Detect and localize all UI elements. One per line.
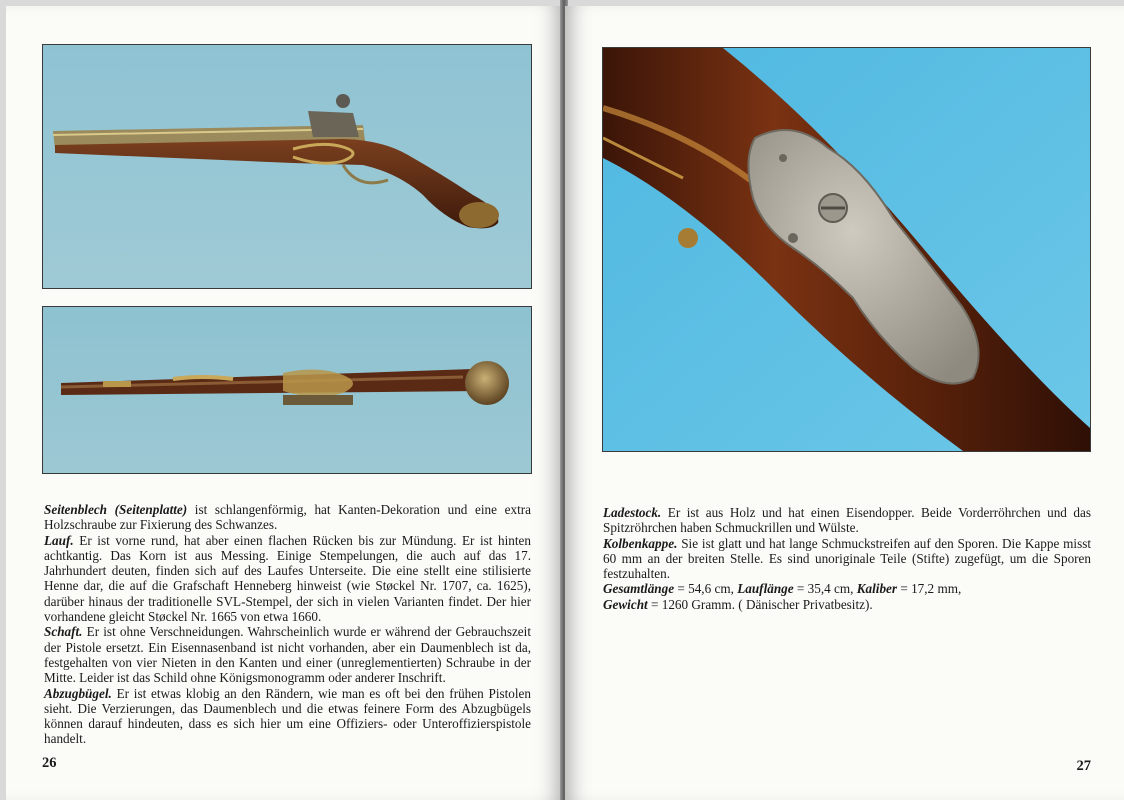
spec-gesamtlaenge-value: = 54,6 cm, xyxy=(674,581,738,597)
right-page-text xyxy=(603,505,1091,612)
text-kolbenkappe: Sie ist glatt und hat lange Schmuckstreifen auf den Sporen. Die Kappe misst 60 mm an der breiten Stelle. Es sind unoriginale Teile (Stifte) zugefügt, um die Sporen festzuhalten. xyxy=(603,535,1091,582)
text-schaft: Er ist ohne Verschneidungen. Wahrscheinlich wurde er während der Gebrauchszeit der Pistole ersetzt. Ein Eisennasenband ist nicht vorhanden, aber ein Daumenblech ist da, festgehalten von vier Nieten in den Kanten und einer (unreglementierten) Schraube in der Mitte. Leider ist das Schild ohne Königsmonogramm oder anderer Inschrift. xyxy=(44,624,531,686)
term-lauf: Lauf. xyxy=(44,532,74,548)
spec-gesamtlaenge-label: Gesamtlänge xyxy=(603,581,675,597)
term-seitenblech: Seitenblech (Seitenplatte) xyxy=(44,502,188,517)
right-page xyxy=(565,6,1124,800)
term-abzugbuegel: Abzugbügel. xyxy=(44,685,112,701)
flintlock-pistol-top-icon xyxy=(43,307,531,473)
page-number-right: 27 xyxy=(1076,758,1091,774)
left-page xyxy=(6,6,562,800)
paragraph-ladestock xyxy=(603,505,1091,536)
stock-iron-plate-icon xyxy=(603,48,1090,451)
paragraph-specs xyxy=(603,581,1091,596)
text-lauf: Er ist vorne rund, hat aber einen flachen Rücken bis zur Mündung. Er ist hinten achtkantig. Das Korn ist aus Messing. Einige Stempelungen, die auch auf das 17. Jahrhundert deuten, finden sich auf des Laufes Unterseite. Die eine stellt eine stilisierte Henne dar, die auf die Grafschaft Henneberg hinweist (wie Støckel Nr. 1707, ca. 1625), darüber hinaus der traditionelle SVL-Stempel, der sich in vielen Varianten findet. Der hier vorhandene gleicht Støckel Nr. 1665 von etwa 1660. xyxy=(44,532,531,625)
stock-closeup-photo xyxy=(602,47,1091,452)
spec-lauflaenge-value: = 35,4 cm, xyxy=(793,581,857,597)
page-number-left: 26 xyxy=(42,755,57,771)
pistol-side-photo xyxy=(42,44,532,289)
paragraph-gewicht xyxy=(603,597,1091,612)
text-ladestock: Er ist aus Holz und hat einen Eisendopper. Beide Vorderröhrchen und das Spitzröhrchen haben Schmuckrillen und Wülste. xyxy=(603,505,1091,536)
spec-lauflaenge-label: Lauflänge xyxy=(737,581,794,597)
spec-gewicht-value: = 1260 Gramm. ( Dänischer Privatbesitz). xyxy=(647,596,873,612)
spec-kaliber-value: = 17,2 mm, xyxy=(897,581,962,597)
text-seitenblech: ist schlangenförmig, hat Kanten-Dekoration und eine extra Holzschraube zur Fixierung des Schwanzes. xyxy=(44,502,531,533)
spec-kaliber-label: Kaliber xyxy=(856,581,898,597)
paragraph-seitenblech xyxy=(44,502,531,533)
text-abzugbuegel: Er ist etwas klobig an den Rändern, wie man es oft bei den frühen Pistolen sieht. Die Verzierungen, das Daumenblech und die etwas feinere Form des Abzugbügels können darauf hindeuten, dass es sich hier um eine Offiziers- oder Unteroffizierspistole handelt. xyxy=(44,685,531,747)
flintlock-pistol-side-icon xyxy=(43,45,531,288)
paragraph-schaft xyxy=(44,624,531,685)
paragraph-abzugbuegel xyxy=(44,686,531,747)
term-schaft: Schaft. xyxy=(44,624,83,640)
spec-gewicht-label: Gewicht xyxy=(603,596,648,612)
pistol-top-photo xyxy=(42,306,532,474)
term-ladestock: Ladestock. xyxy=(603,505,662,520)
paragraph-kolbenkappe xyxy=(603,536,1091,582)
paragraph-lauf xyxy=(44,533,531,625)
left-page-text xyxy=(44,502,531,747)
term-kolbenkappe: Kolbenkappe. xyxy=(603,535,678,551)
